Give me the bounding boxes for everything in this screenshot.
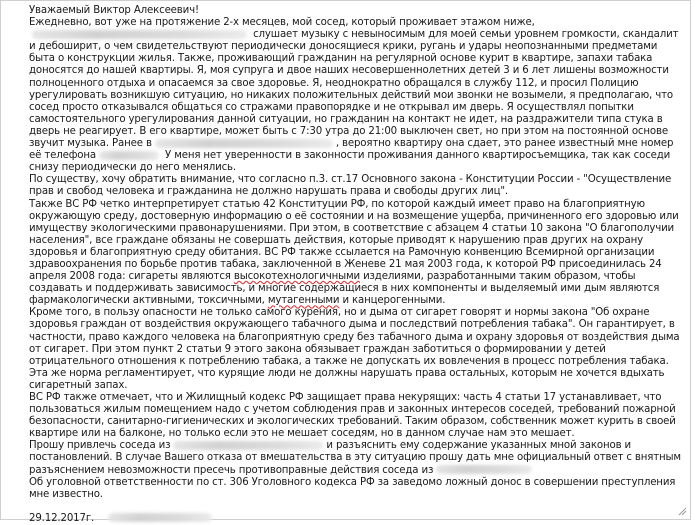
redacted-phone — [99, 151, 159, 160]
redacted-apartment-1 — [173, 441, 323, 450]
redacted-address — [32, 30, 247, 39]
paragraph-request — [29, 440, 681, 476]
paragraph-supreme-court-part-2: изделиями, разработанными таким образом, чтобы создавать и поддерживать зависимость, и многие содержащиеся в них компоненты и выделяемый ими дым являются фармакологически активными, токсичными, — [29, 271, 660, 307]
paragraph-complaint — [29, 17, 681, 174]
misspelled-word-1: высокотехнологичными — [233, 271, 360, 283]
paragraph-liability: Об уголовной ответственности по ст. 306 Уголовного кодекса РФ за заведомо ложный донос в совершении преступления мне известно. — [29, 476, 676, 500]
paragraph-housing-code: ВС РФ также отмечает, что и Жилищный кодекс РФ защищает права некурящих: часть 4 статьи 17 устанавливает, что пользоваться жилым помещением надо с учетом соблюдения прав и законных интересов соседей, требований пожарной безопасности, санитарно-гигиенических и экологических требований. Таким образом, собственник может курить в своей квартире или на балконе, но только если это не мешает соседям, но в данном случае нам это мешает. — [29, 392, 676, 440]
paragraph-complaint-part-1: Ежедневно, вот уже на протяжение 2-х месяцев, мой сосед, который проживает этажом ниже, — [29, 17, 535, 29]
paragraph-supreme-court-part-1: Также ВС РФ четко интерпретирует статью 42 Конституции РФ, по которой каждый имеет право на благоприятную окружающую среду, достоверную информацию о её состоянии и на возмещение ущерба, причиненного его здоровью или имуществу экологическими правонарушениями. При этом, в соответствие с абзацем 4 статьи 10 закона "О благополучии населения", все граждане обязаны не совершать действия, которые приводят к нарушению прав других на охрану здоровья и благоприятную среду обитания. ВС РФ также ссылается на Рамочную конвенцию Всемирной организации здравоохранения по борьбе против табака, заключенной в Женеве 21 мая 2003 года, к которой РФ присоединилась 24 апреля 2008 года: сигареты являются — [29, 198, 679, 283]
letter-body — [29, 5, 681, 525]
paragraph-constitution: По существу, хочу обратить внимание, что согласно п.3. ст.17 Основного закона - Конституции России - "Осуществление прав и свобод человека и гражданина не должно нарушать права и свободы других лиц". — [29, 174, 672, 198]
paragraph-supreme-court-part-3: и канцерогенными. — [339, 295, 446, 307]
resize-grip-icon[interactable] — [677, 506, 687, 516]
paragraph-complaint-part-2: слушает музыку с невыносимым для моей семьи уровнем громкости, скандалит и дебоширит, о чем свидетельствуют периодически доносящиеся крики, ругань и удары неопознанными предметами быта о конструкции жилья. Также, проживающий гражданин на регулярной основе курит в квартире, запахи табака доносятся до нашей квартиры. Я, моя супруга и двое наших несовершеннолетних детей 3 и 6 лет лишены возможности полноценного отдыха и опасаемся за свое здоровье. Я, неоднократно обращался в службу 112, и просил Полицию урегулировать возникшую ситуацию, но никаких положительных действий мои звонки не возымели, я предполагаю, что сосед просто отказывался общаться со стражами правопорядке и не открывал им дверь. Я осуществлял попытки самостоятельного урегулирования данной ситуации, но гражданин на контакт не идет, на раздражители типа стука в дверь не реагирует. В его квартире, может быть с 7:30 утра до 21:00 выключен свет, но при этом на постоянной основе звучит музыка. Ранее в — [29, 29, 679, 150]
paragraph-complaint-part-4: У меня нет уверенности в законности проживания данного квартиросъемщика, так как соседи снизу периодически до него менялись. — [29, 150, 671, 174]
greeting: Уважаемый Виктор Алексеевич! — [29, 5, 199, 16]
misspelled-word-2: мутагенными — [267, 295, 340, 307]
redacted-text — [155, 139, 333, 148]
signature-line — [29, 513, 681, 525]
paragraph-complaint-part-3: , вероятно квартиру она сдает, это ранее известный мне номер её телефона — [29, 138, 674, 162]
paragraph-supreme-court — [29, 199, 681, 308]
blank-line — [29, 501, 681, 513]
redacted-apartment-2 — [436, 465, 532, 474]
paragraph-request-part-1: Прошу привлечь соседа из — [29, 440, 171, 452]
redacted-signature — [108, 513, 212, 522]
paragraph-tobacco-law: Кроме того, в пользу опасности не только самого курения, но и дыма от сигарет говорят и нормы закона "Об охране здоровья граждан от воздействия окружающего табачного дыма и последствий потребления табака". Он гарантирует, в частности, право каждого человека на благоприятную среду без табачного дыма и охрану здоровья от воздействия дыма от сигарет. При этом пункт 2 статьи 9 этого закона обязывает граждан заботиться о формировании у детей отрицательного отношения к потреблению табака, а также не допускать их вовлечения в процесс потребления табака. Эта же норма регламентирует, что курящие люди не должны нарушать права остальных, которым не хочется вдыхать сигаретный запах. — [29, 307, 680, 391]
paragraph-request-part-2: и разъяснить ему содержание указанных мной законов и постановлений. В случае Вашего отказа от вмешательства в эту ситуацию прошу дать мне официальный ответ с внятным разъяснением невозможности пресечь противоправные действия соседа из — [29, 440, 681, 476]
letter-date: 29.12.2017г. — [29, 512, 95, 524]
